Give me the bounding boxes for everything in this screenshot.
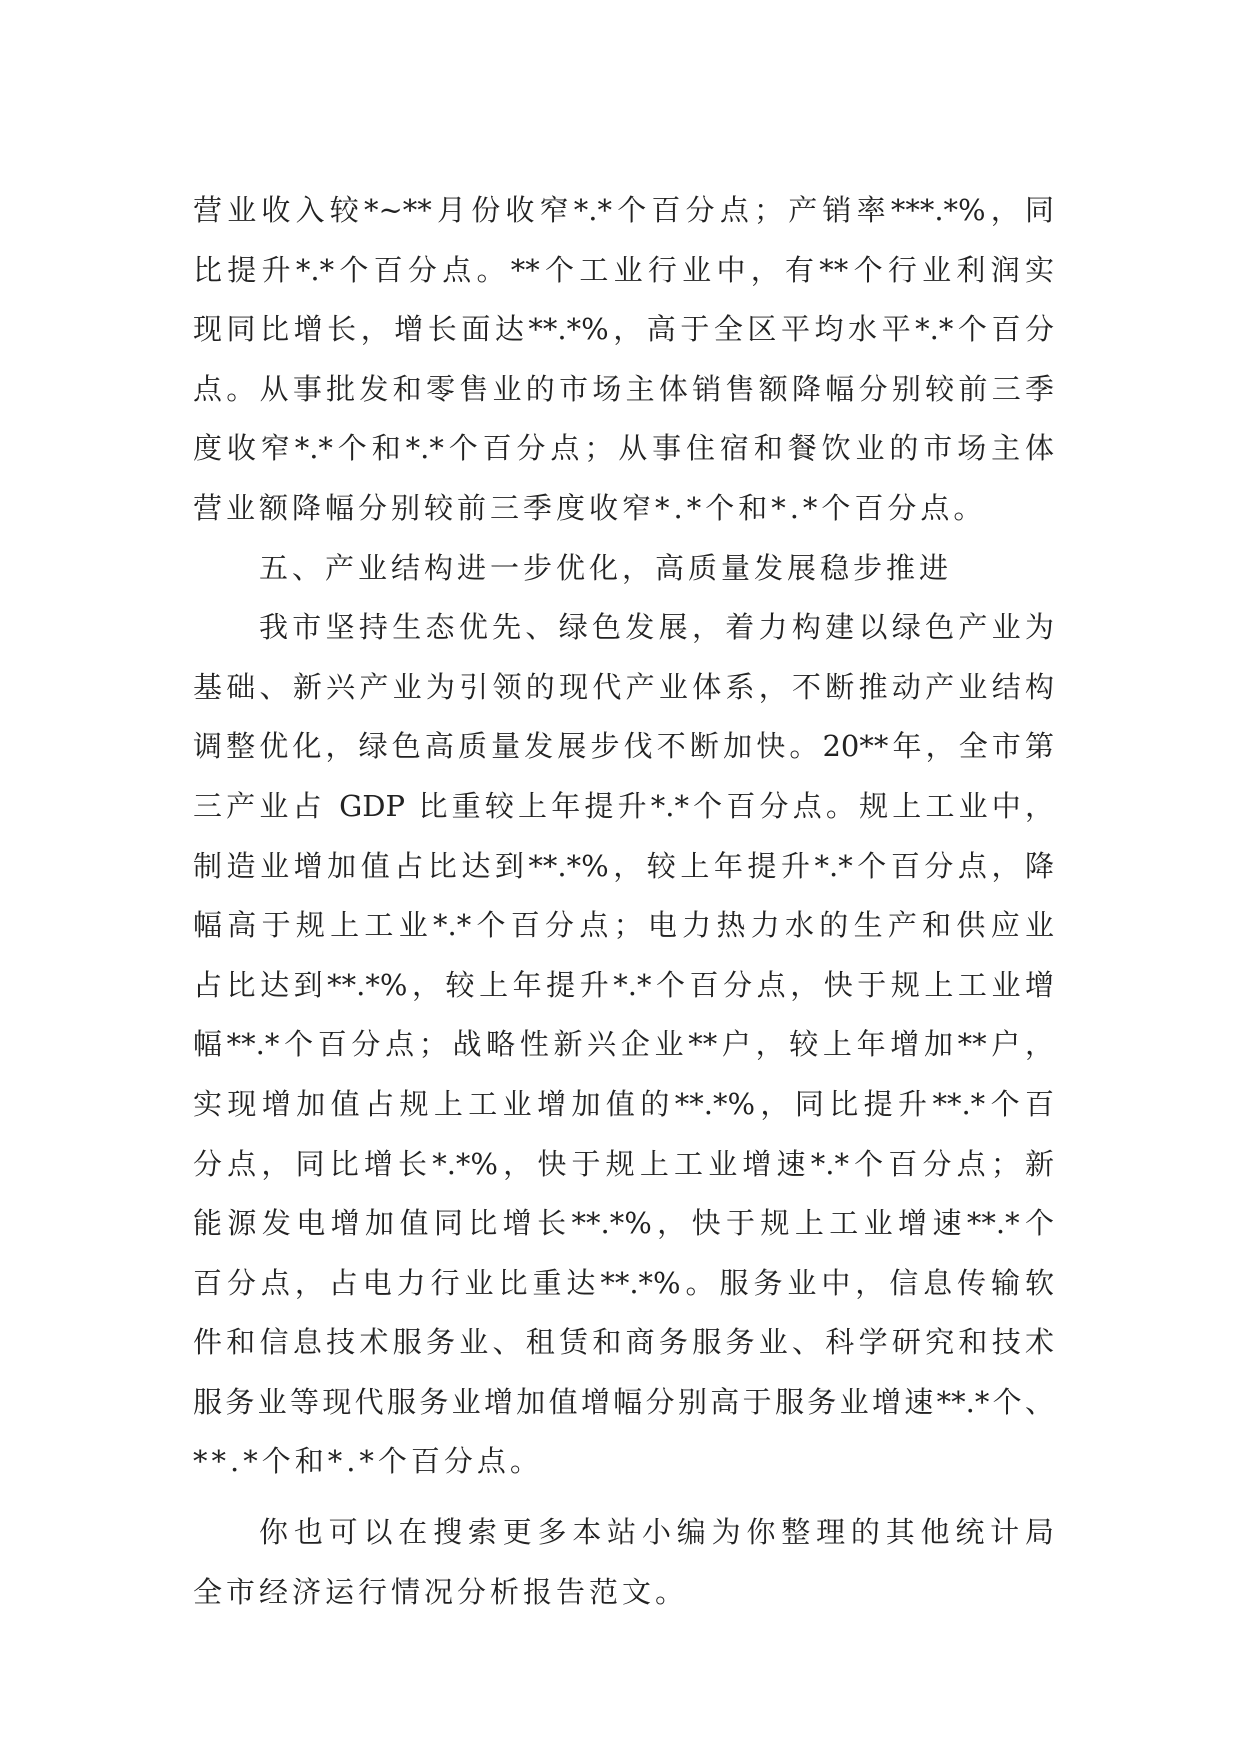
text-line: 分点，同比增长*.*%，快于规上工业增速*.*个百分点；新 (193, 1146, 1054, 1181)
text-line: 点。从事批发和零售业的市场主体销售额降幅分别较前三季 (193, 371, 1054, 406)
text-line: 服务业等现代服务业增加值增幅分别高于服务业增速**.*个、 (193, 1384, 1054, 1419)
text-line: 占比达到**.*%，较上年提升*.*个百分点，快于规上工业增 (193, 967, 1054, 1002)
text-line: 百分点，占电力行业比重达**.*%。服务业中，信息传输软 (193, 1265, 1054, 1300)
text-line: 调整优化，绿色高质量发展步伐不断加快。20**年，全市第 (193, 729, 1054, 764)
text-line: 度收窄*.*个和*.*个百分点；从事住宿和餐饮业的市场主体 (193, 431, 1054, 466)
closing-note (193, 1503, 1054, 1622)
text-line: 基础、新兴产业为引领的现代产业体系，不断推动产业结构 (193, 669, 1054, 704)
text-line: 能源发电增加值同比增长**.*%，快于规上工业增速**.*个 (193, 1206, 1054, 1241)
text-line: 实现增加值占规上工业增加值的**.*%，同比提升**.*个百 (193, 1086, 1054, 1121)
document-body (193, 181, 1054, 1622)
text-line: 现同比增长，增长面达**.*%，高于全区平均水平*.*个百分 (193, 312, 1054, 347)
text-line: 营业额降幅分别较前三季度收窄*.*个和*.*个百分点。 (193, 490, 987, 525)
text-line: 幅**.*个百分点；战略性新兴企业**户，较上年增加**户， (193, 1027, 1054, 1062)
text-line: 幅高于规上工业*.*个百分点；电力热力水的生产和供应业 (193, 908, 1054, 943)
text-line: 我市坚持生态优先、绿色发展，着力构建以绿色产业为 (259, 610, 1054, 645)
section-paragraph (193, 598, 1054, 1492)
text-line: 制造业增加值占比达到**.*%，较上年提升*.*个百分点，降 (193, 848, 1054, 883)
paragraph-tail (193, 181, 1054, 539)
text-line: 三产业占 GDP 比重较上年提升*.*个百分点。规上工业中， (193, 788, 1054, 823)
text-line: 营业收入较*~**月份收窄*.*个百分点；产销率***.*%，同 (193, 193, 1054, 227)
text-line: 比提升*.*个百分点。**个工业行业中，有**个行业利润实 (193, 252, 1054, 287)
text-line: 件和信息技术服务业、租赁和商务服务业、科学研究和技术 (193, 1325, 1054, 1360)
text-line: 全市经济运行情况分析报告范文。 (193, 1574, 689, 1609)
section-heading: 五、产业结构进一步优化，高质量发展稳步推进 (259, 550, 953, 585)
text-line: **.*个和*.*个百分点。 (193, 1444, 543, 1479)
text-line: 你也可以在搜索更多本站小编为你整理的其他统计局 (259, 1515, 1054, 1550)
